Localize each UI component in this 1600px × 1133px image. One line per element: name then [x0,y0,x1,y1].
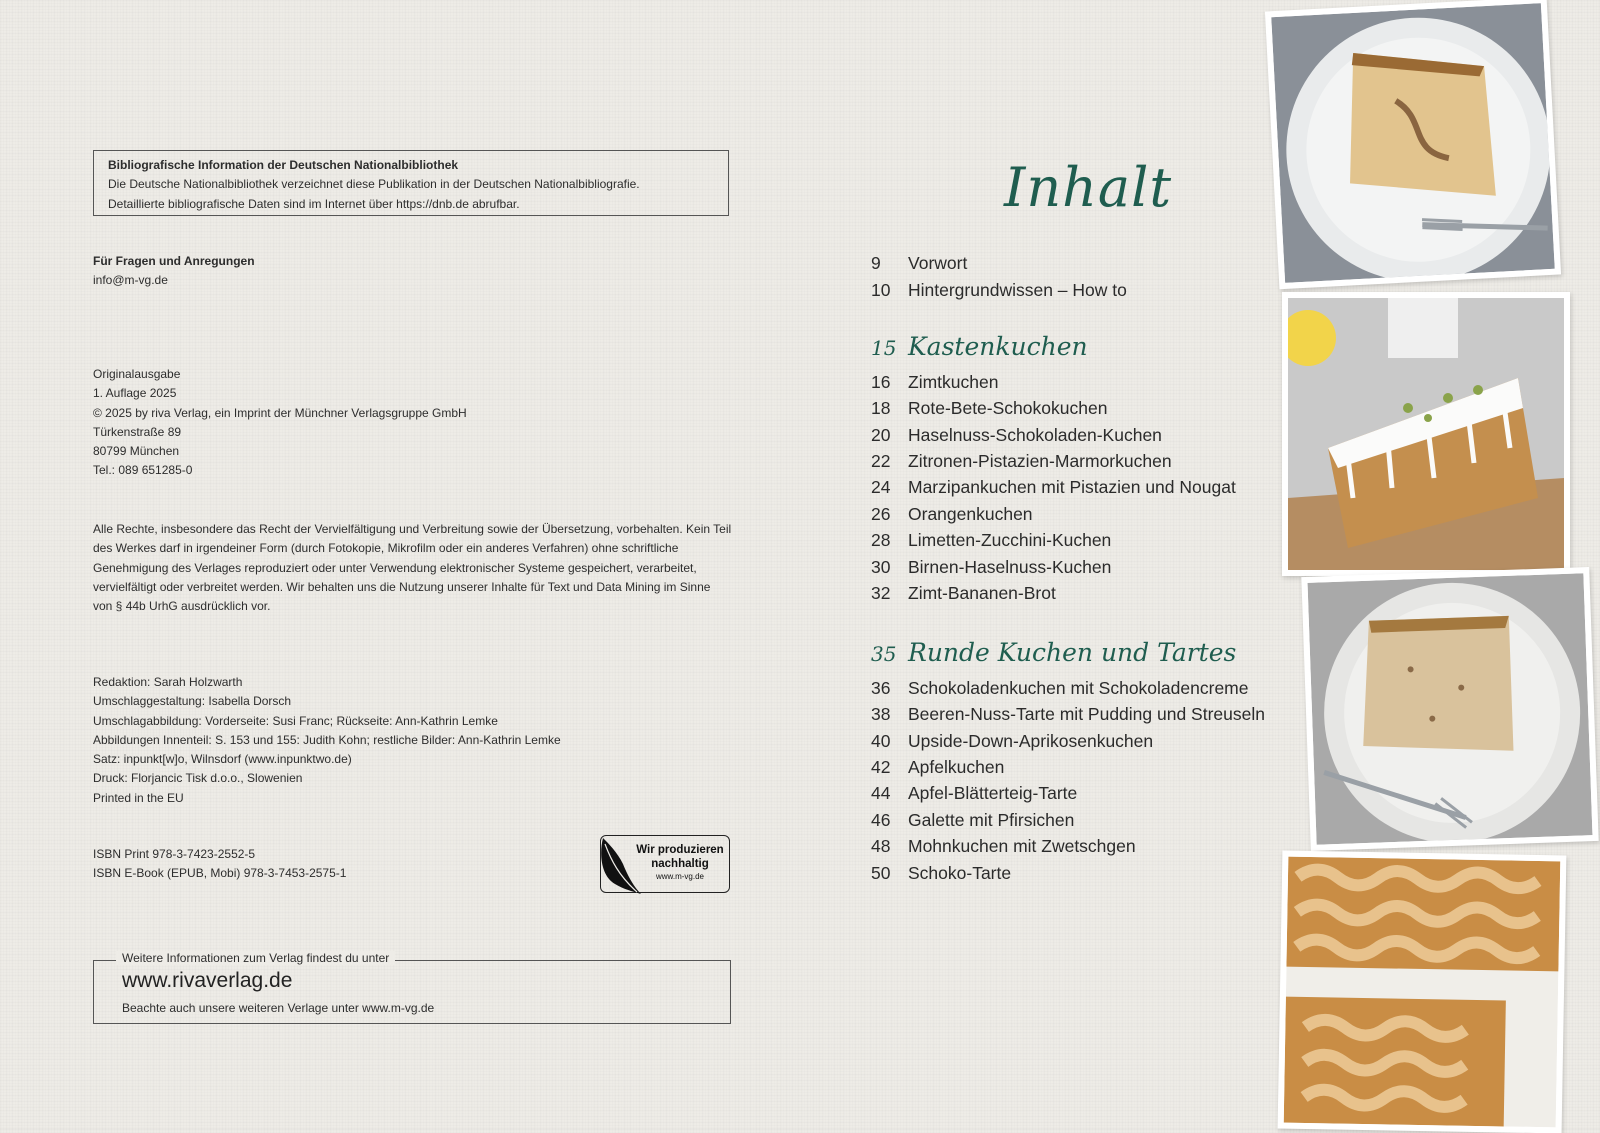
photo-pistachio-loaf [1282,292,1570,576]
toc-title: Inhalt [1004,156,1173,219]
imprint-line: 80799 München [93,444,180,459]
website-legend: Weitere Informationen zum Verlag findest du unter [116,951,395,965]
biblio-line: Die Deutsche Nationalbibliothek verzeichnet diese Publikation in der Deutschen Nationalbibliografie. [108,177,640,192]
toc-entry-title: Mohnkuchen mit Zwetschgen [908,836,1136,856]
credit-line: Abbildungen Innenteil: S. 153 und 155: Judith Kohn; restliche Bilder: Ann-Kathrin Lemke [93,732,561,747]
toc-page-number: 24 [871,477,891,497]
biblio-heading: Bibliografische Information der Deutschen Nationalbibliothek [108,158,459,172]
toc-entry[interactable] [871,557,1111,578]
sustainability-url: www.m-vg.de [655,872,704,881]
website-info-box [93,951,731,1024]
bibliographic-info-box [93,150,729,216]
toc-page-number: 50 [871,863,891,883]
toc-entry[interactable] [871,704,1265,725]
photo-apple-tart [1278,851,1567,1133]
toc-entry[interactable] [871,280,1127,301]
toc-page-number: 28 [871,530,891,550]
sustainability-line: Wir produzieren [636,844,724,856]
toc-section-title: Kastenkuchen [908,332,1088,361]
toc-section-heading[interactable] [871,638,1236,667]
toc-entry[interactable] [871,731,1153,752]
toc-page-number: 32 [871,583,891,603]
credit-line: Printed in the EU [93,790,184,805]
toc-page-number: 40 [871,731,891,751]
toc-entry[interactable] [871,253,967,274]
toc-page-number: 36 [871,678,891,698]
toc-entry[interactable] [871,451,1172,472]
toc-entry-title: Apfel-Blätterteig-Tarte [908,783,1078,803]
toc-page-number: 10 [871,280,891,300]
toc-page-number: 22 [871,451,891,471]
toc-section-title: Runde Kuchen und Tartes [908,638,1237,667]
toc-page-number: 42 [871,757,891,777]
toc-page-number: 9 [871,253,881,273]
toc-entry-title: Apfelkuchen [908,757,1005,777]
toc-entry[interactable] [871,583,1056,604]
credit-line: Redaktion: Sarah Holzwarth [93,675,243,689]
toc-entry[interactable] [871,425,1162,446]
toc-section-page-number: 15 [871,336,897,360]
toc-page-number: 30 [871,557,891,577]
toc-page-number: 20 [871,425,891,445]
contact-email[interactable]: info@m-vg.de [93,273,168,288]
toc-entry[interactable] [871,678,1248,699]
imprint-line: Türkenstraße 89 [93,424,182,439]
imprint-line: © 2025 by riva Verlag, ein Imprint der Münchner Verlagsgruppe GmbH [93,405,467,420]
toc-entry-title: Orangenkuchen [908,504,1033,524]
sustainability-text [635,843,725,881]
toc-entry-title: Hintergrundwissen – How to [908,280,1127,300]
toc-page-number: 18 [871,398,891,418]
toc-entry[interactable] [871,836,1136,857]
imprint-line: 1. Auflage 2025 [93,386,177,401]
toc-page-number: 46 [871,810,891,830]
toc-entry[interactable] [871,372,998,393]
toc-entry-title: Schoko-Tarte [908,863,1012,883]
isbn-ebook: ISBN E-Book (EPUB, Mobi) 978-3-7453-2575-1 [93,866,347,881]
toc-entry[interactable] [871,530,1111,551]
toc-entry[interactable] [871,477,1236,498]
toc-entry-title: Beeren-Nuss-Tarte mit Pudding und Streuseln [908,704,1265,724]
toc-entry-title: Zimt-Bananen-Brot [908,583,1056,603]
toc-entry[interactable] [871,783,1077,804]
photo-cinnamon-cake-slice [1265,0,1561,289]
toc-entry[interactable] [871,398,1107,419]
credit-line: Satz: inpunkt[w]o, Wilnsdorf (www.inpunktwo.de) [93,752,352,767]
website-note: Beachte auch unsere weiteren Verlage unter www.m-vg.de [122,1001,435,1015]
toc-entry-title: Zitronen-Pistazien-Marmorkuchen [908,451,1172,471]
isbn-block [93,845,346,884]
imprint-line: Originalausgabe [93,367,181,381]
toc-entry-title: Haselnuss-Schokoladen-Kuchen [908,425,1162,445]
toc-entry-title: Galette mit Pfirsichen [908,810,1075,830]
toc-page-number: 26 [871,504,891,524]
toc-section-page-number: 35 [871,642,897,666]
biblio-line: Detaillierte bibliografische Daten sind im Internet über https://dnb.de abrufbar. [108,196,520,211]
contact-heading: Für Fragen und Anregungen [93,254,255,268]
toc-page-number: 48 [871,836,891,856]
toc-section-heading[interactable] [871,332,1088,361]
imprint-block [93,365,467,481]
contact-block [93,252,255,291]
imprint-line: Tel.: 089 651285-0 [93,463,193,478]
toc-entry-title: Upside-Down-Aprikosenkuchen [908,731,1154,751]
toc-entry-title: Birnen-Haselnuss-Kuchen [908,557,1112,577]
toc-page-number: 44 [871,783,891,803]
credit-line: Umschlagabbildung: Vorderseite: Susi Franc; Rückseite: Ann-Kathrin Lemke [93,713,498,728]
photo-banana-bread-slice [1301,567,1598,851]
sustainability-badge [600,835,730,893]
sustainability-line: nachhaltig [651,858,709,870]
toc-entry-title: Marzipankuchen mit Pistazien und Nougat [908,477,1236,497]
toc-entry-title: Zimtkuchen [908,372,999,392]
credit-line: Umschlaggestaltung: Isabella Dorsch [93,694,292,709]
credit-line: Druck: Florjancic Tisk d.o.o., Slowenien [93,771,303,786]
credits-block [93,673,561,808]
isbn-print: ISBN Print 978-3-7423-2552-5 [93,847,256,861]
toc-page-number: 16 [871,372,891,392]
toc-entry-title: Limetten-Zucchini-Kuchen [908,530,1112,550]
toc-entry-title: Vorwort [908,253,968,273]
toc-entry[interactable] [871,810,1074,831]
toc-entry[interactable] [871,504,1033,525]
toc-page-number: 38 [871,704,891,724]
toc-entry-title: Schokoladenkuchen mit Schokoladencreme [908,678,1249,698]
toc-entry-title: Rote-Bete-Schokokuchen [908,398,1108,418]
toc-entry[interactable] [871,757,1004,778]
rights-notice: Alle Rechte, insbesondere das Recht der Vervielfältigung und Verbreitung sowie der Übersetzung, vorbehalten. Kein Teil des Werkes darf in irgendeiner Form (durch Fotokopie, Mikrofilm oder ein anderes Verfahren) ohne schriftliche Genehmigung des Verlages reproduziert oder unter Verwendung elektronischer Systeme gespeichert, verarbeitet, vervielfältigt oder verbreitet werden. Wir behalten uns die Nutzung unserer Inhalte für Text und Data Mining im Sinne von § 44b UrhG ausdrücklich vor. [93,522,732,614]
website-link[interactable]: www.rivaverlag.de [122,969,293,992]
toc-entry[interactable] [871,863,1011,884]
